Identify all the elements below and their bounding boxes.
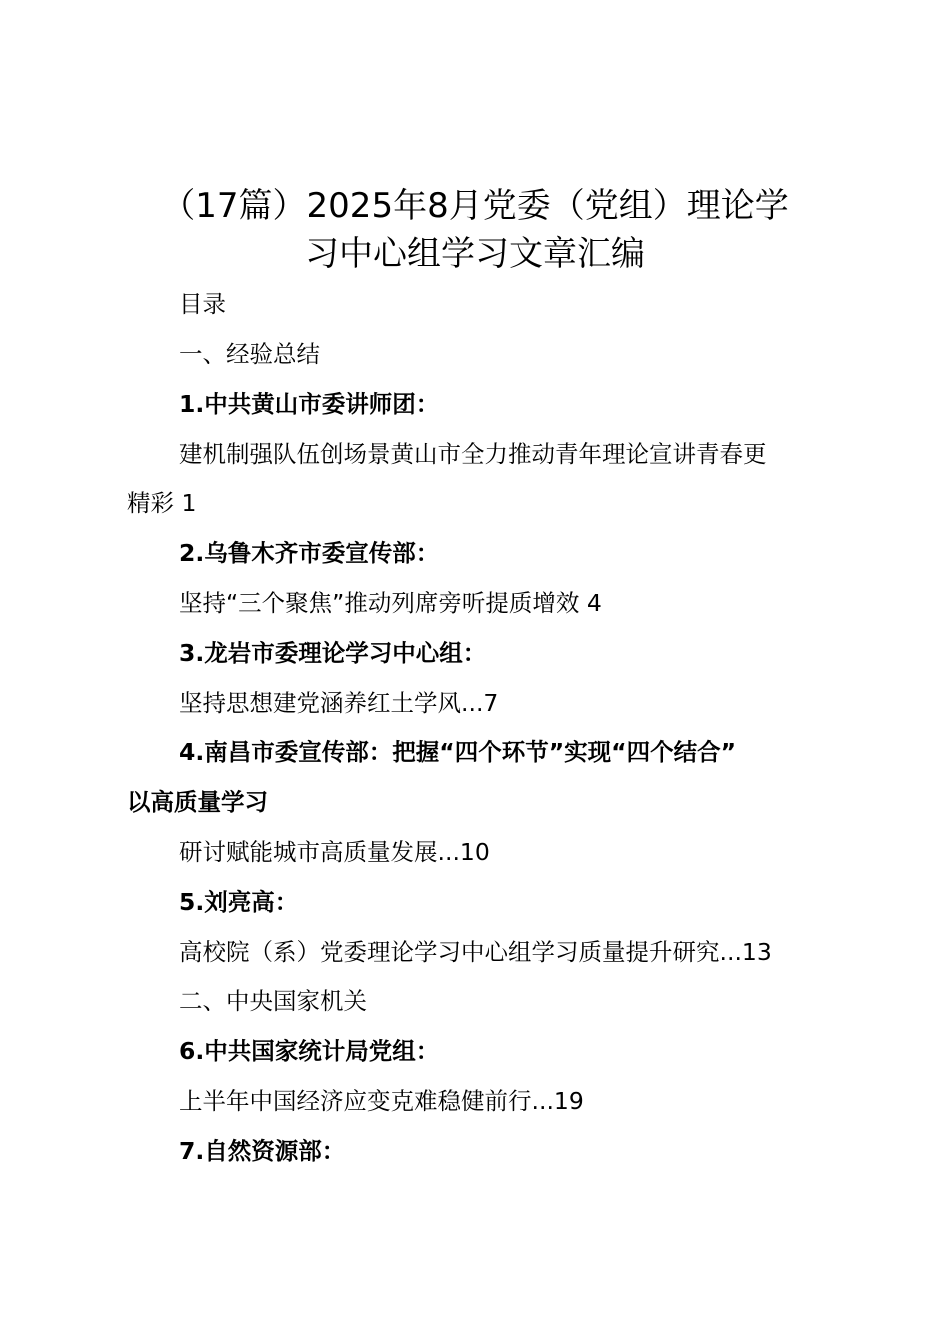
toc-entry: 坚持思想建党涵养红土学风...7 xyxy=(179,688,499,717)
toc-entry: 研讨赋能城市高质量发展...10 xyxy=(179,838,490,866)
toc-entry: 精彩 1 xyxy=(127,489,197,518)
title-line-1: （17篇）2025年8月党委（党组）理论学 xyxy=(161,186,789,226)
toc-section-heading: 4.南昌市委宣传部：把握“四个环节”实现“四个结合” xyxy=(179,738,737,767)
toc-section-heading: 以高质量学习 xyxy=(127,788,268,817)
toc-heading: 目录 xyxy=(179,290,226,318)
toc-entry: 一、经验总结 xyxy=(179,340,320,368)
toc-section-heading: 5.刘亮高： xyxy=(179,887,299,916)
document-title xyxy=(110,182,840,278)
toc-entry: 建机制强队伍创场景黄山市全力推动青年理论宣讲青春更 xyxy=(179,439,767,468)
toc-section-heading: 1.中共黄山市委讲师团： xyxy=(179,389,440,418)
toc-section-heading: 6.中共国家统计局党组： xyxy=(179,1037,440,1066)
toc-entry: 高校院（系）党委理论学习中心组学习质量提升研究...13 xyxy=(179,937,772,966)
toc-section-heading: 3.龙岩市委理论学习中心组： xyxy=(179,638,487,667)
toc-entry: 坚持“三个聚焦”推动列席旁听提质增效 4 xyxy=(179,589,602,617)
toc-section-heading: 7.自然资源部： xyxy=(179,1136,346,1165)
toc-entry: 上半年中国经济应变克难稳健前行...19 xyxy=(179,1087,584,1115)
title-line-2: 习中心组学习文章汇编 xyxy=(305,234,645,274)
toc-section-heading: 2.乌鲁木齐市委宣传部： xyxy=(179,539,440,568)
toc-entry: 二、中央国家机关 xyxy=(179,987,367,1016)
